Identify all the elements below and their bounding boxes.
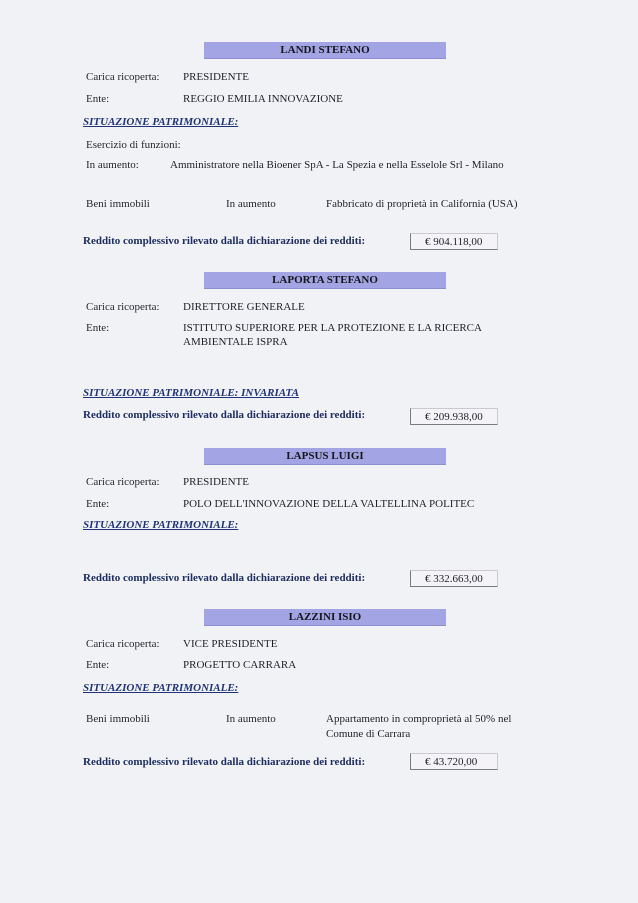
beni-change: In aumento [226,713,276,725]
ente-value: POLO DELL'INNOVAZIONE DELLA VALTELLINA POLITEC [183,498,475,510]
reddito-value: € 904.118,00 [410,233,498,250]
carica-label: Carica ricoperta: [86,476,160,488]
beni-desc-line2: Comune di Carrara [326,728,411,740]
person-name-header: LAPSUS LUIGI [204,448,446,465]
beni-desc: Fabbricato di proprietà in California (USA) [326,198,518,210]
carica-value: DIRETTORE GENERALE [183,301,305,313]
esercizio-label: Esercizio di funzioni: [86,139,181,151]
situazione-heading: SITUAZIONE PATRIMONIALE: [83,519,239,531]
reddito-value: € 209.938,00 [410,408,498,425]
ente-label: Ente: [86,498,110,510]
ente-value: PROGETTO CARRARA [183,659,297,671]
ente-value: REGGIO EMILIA INNOVAZIONE [183,93,343,105]
ente-value-line2: AMBIENTALE ISPRA [183,336,288,348]
reddito-value: € 43.720,00 [410,753,498,770]
carica-value: PRESIDENTE [183,476,249,488]
reddito-label: Reddito complessivo rilevato dalla dichiarazione dei redditi: [83,572,366,584]
in-aumento-value: Amministratore nella Bioener SpA - La Spezia e nella Esselole Srl - Milano [170,159,504,171]
person-name-header: LAPORTA STEFANO [204,272,446,289]
situazione-heading: SITUAZIONE PATRIMONIALE: [83,682,239,694]
beni-type: Beni immobili [86,713,150,725]
ente-label: Ente: [86,659,110,671]
ente-label: Ente: [86,93,110,105]
ente-label: Ente: [86,322,110,334]
ente-value-line1: ISTITUTO SUPERIORE PER LA PROTEZIONE E LA RICERCA [183,322,482,334]
situazione-heading: SITUAZIONE PATRIMONIALE: [83,116,239,128]
reddito-label: Reddito complessivo rilevato dalla dichiarazione dei redditi: [83,235,366,247]
beni-change: In aumento [226,198,276,210]
carica-value: VICE PRESIDENTE [183,638,278,650]
carica-label: Carica ricoperta: [86,638,160,650]
carica-label: Carica ricoperta: [86,71,160,83]
in-aumento-label: In aumento: [86,159,139,171]
carica-label: Carica ricoperta: [86,301,160,313]
person-name-header: LANDI STEFANO [204,42,446,59]
beni-desc-line1: Appartamento in comproprietà al 50% nel [326,713,512,725]
reddito-value: € 332.663,00 [410,570,498,587]
person-name-header: LAZZINI ISIO [204,609,446,626]
carica-value: PRESIDENTE [183,71,249,83]
beni-type: Beni immobili [86,198,150,210]
situazione-heading: SITUAZIONE PATRIMONIALE: INVARIATA [83,387,299,399]
reddito-label: Reddito complessivo rilevato dalla dichiarazione dei redditi: [83,756,366,768]
reddito-label: Reddito complessivo rilevato dalla dichiarazione dei redditi: [83,409,366,421]
